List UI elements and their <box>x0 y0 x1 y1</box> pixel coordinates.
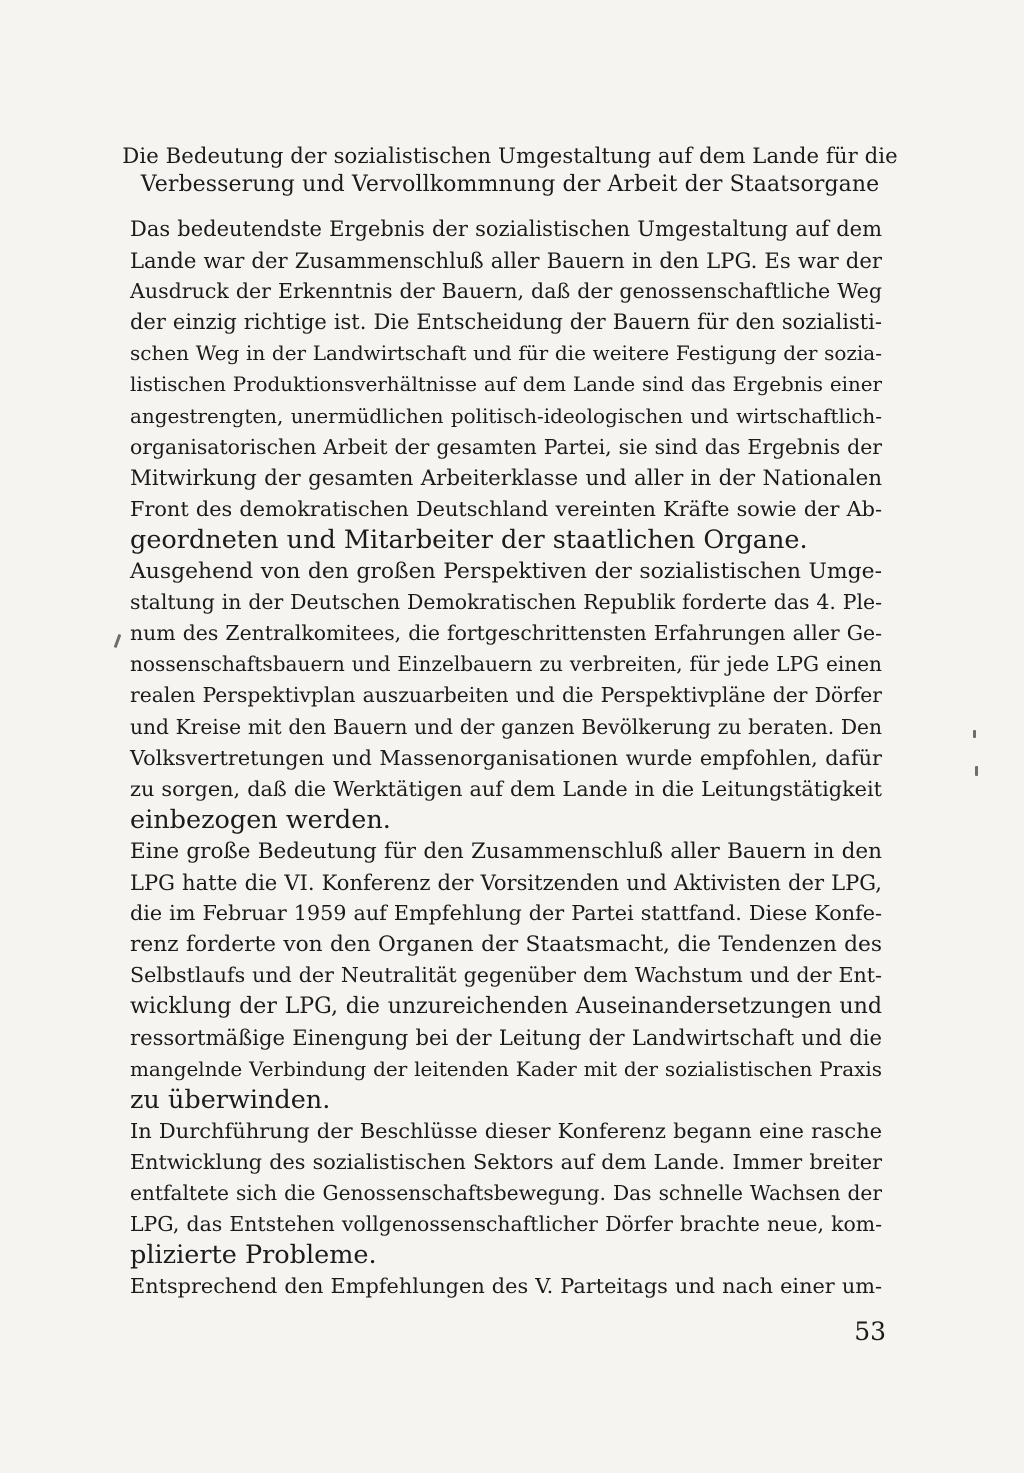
text-line: Das bedeutendste Ergebnis der sozialistischen Umgestaltung auf dem <box>130 217 882 241</box>
text-line: wicklung der LPG, die unzureichenden Auseinandersetzungen und <box>130 993 882 1020</box>
text-line: zu sorgen, daß die Werktätigen auf dem Lande in die Leitungstätigkeit <box>130 776 882 801</box>
text-line: num des Zentralkomitees, die fortgeschrittensten Erfahrungen aller Ge- <box>130 621 882 646</box>
paragraph <box>130 214 882 556</box>
heading-line: Verbesserung und Vervollkommnung der Arbeit der Staatsorgane <box>140 172 880 197</box>
text-line: Selbstlaufs und der Neutralität gegenüber dem Wachstum und der Ent- <box>130 963 882 988</box>
text-line: Lande war der Zusammenschluß aller Bauern in den LPG. Es war der <box>130 248 882 274</box>
paragraph <box>130 836 882 1116</box>
text-line: Entwicklung des sozialistischen Sektors auf dem Lande. Immer breiter <box>130 1149 882 1174</box>
text-line: LPG, das Entstehen vollgenossenschaftlicher Dörfer brachte neue, kom- <box>130 1212 882 1236</box>
paragraph <box>130 556 882 836</box>
paragraph <box>130 1116 882 1271</box>
scan-speck <box>975 766 978 776</box>
paragraph <box>130 1271 882 1302</box>
text-line: Volksvertretungen und Massenorganisationen wurde empfohlen, dafür <box>130 745 882 770</box>
text-line: ressortmäßige Einengung bei der Leitung der Landwirtschaft und die <box>130 1025 882 1051</box>
text-line: realen Perspektivplan auszuarbeiten und die Perspektivpläne der Dörfer <box>130 683 882 708</box>
text-line: angestrengten, unermüdlichen politisch-ideologischen und wirtschaftlich- <box>130 404 882 428</box>
text-line: der einzig richtige ist. Die Entscheidung der Bauern für den sozialisti- <box>130 310 882 335</box>
text-line: Mitwirkung der gesamten Arbeiterklasse und aller in der Nationalen <box>130 465 882 491</box>
text-line: zu überwinden. <box>130 1084 331 1115</box>
text-line: LPG hatte die VI. Konferenz der Vorsitzenden und Aktivisten der LPG, <box>130 869 882 895</box>
text-line: entfaltete sich die Genossenschaftsbewegung. Das schnelle Wachsen der <box>130 1180 882 1205</box>
text-line: mangelnde Verbindung der leitenden Kader mit der sozialistischen Praxis <box>130 1056 882 1081</box>
text-line: einbezogen werden. <box>130 804 391 835</box>
text-line: Entsprechend den Empfehlungen des V. Parteitags und nach einer um- <box>130 1274 882 1299</box>
text-line: schen Weg in der Landwirtschaft und für die weitere Festigung der sozia- <box>130 341 882 366</box>
text-line: Front des demokratischen Deutschland vereinten Kräfte sowie der Ab- <box>130 496 882 521</box>
text-line: Ausgehend von den großen Perspektiven der sozialistischen Umge- <box>130 559 882 585</box>
text-line: In Durchführung der Beschlüsse dieser Konferenz begann eine rasche <box>130 1118 882 1143</box>
heading-line: Die Bedeutung der sozialistischen Umgestaltung auf dem Lande für die <box>122 143 898 168</box>
text-line: plizierte Probleme. <box>130 1240 377 1271</box>
scan-speck <box>973 730 976 738</box>
text-line: nossenschaftsbauern und Einzelbauern zu verbreiten, für jede LPG einen <box>130 652 882 677</box>
text-line: Eine große Bedeutung für den Zusammenschluß aller Bauern in den <box>130 838 882 864</box>
text-line: Ausdruck der Erkenntnis der Bauern, daß der genossenschaftliche Weg <box>130 279 882 304</box>
text-line: und Kreise mit den Bauern und der ganzen Bevölkerung zu beraten. Den <box>130 714 882 739</box>
page-number: 53 <box>854 1317 886 1346</box>
text-line: geordneten und Mitarbeiter der staatlichen Organe. <box>130 524 808 555</box>
scan-speck <box>114 634 122 648</box>
text-line: die im Februar 1959 auf Empfehlung der Partei stattfand. Diese Konfe- <box>130 901 882 926</box>
text-line: listischen Produktionsverhältnisse auf dem Lande sind das Ergebnis einer <box>130 373 882 397</box>
text-line: organisatorischen Arbeit der gesamten Partei, sie sind das Ergebnis der <box>130 434 882 459</box>
section-heading <box>120 141 900 199</box>
text-line: staltung in der Deutschen Demokratischen Republik forderte das 4. Ple- <box>130 590 882 615</box>
text-line: renz forderte von den Organen der Staatsmacht, die Tendenzen des <box>130 932 882 958</box>
body-text <box>130 214 882 1302</box>
